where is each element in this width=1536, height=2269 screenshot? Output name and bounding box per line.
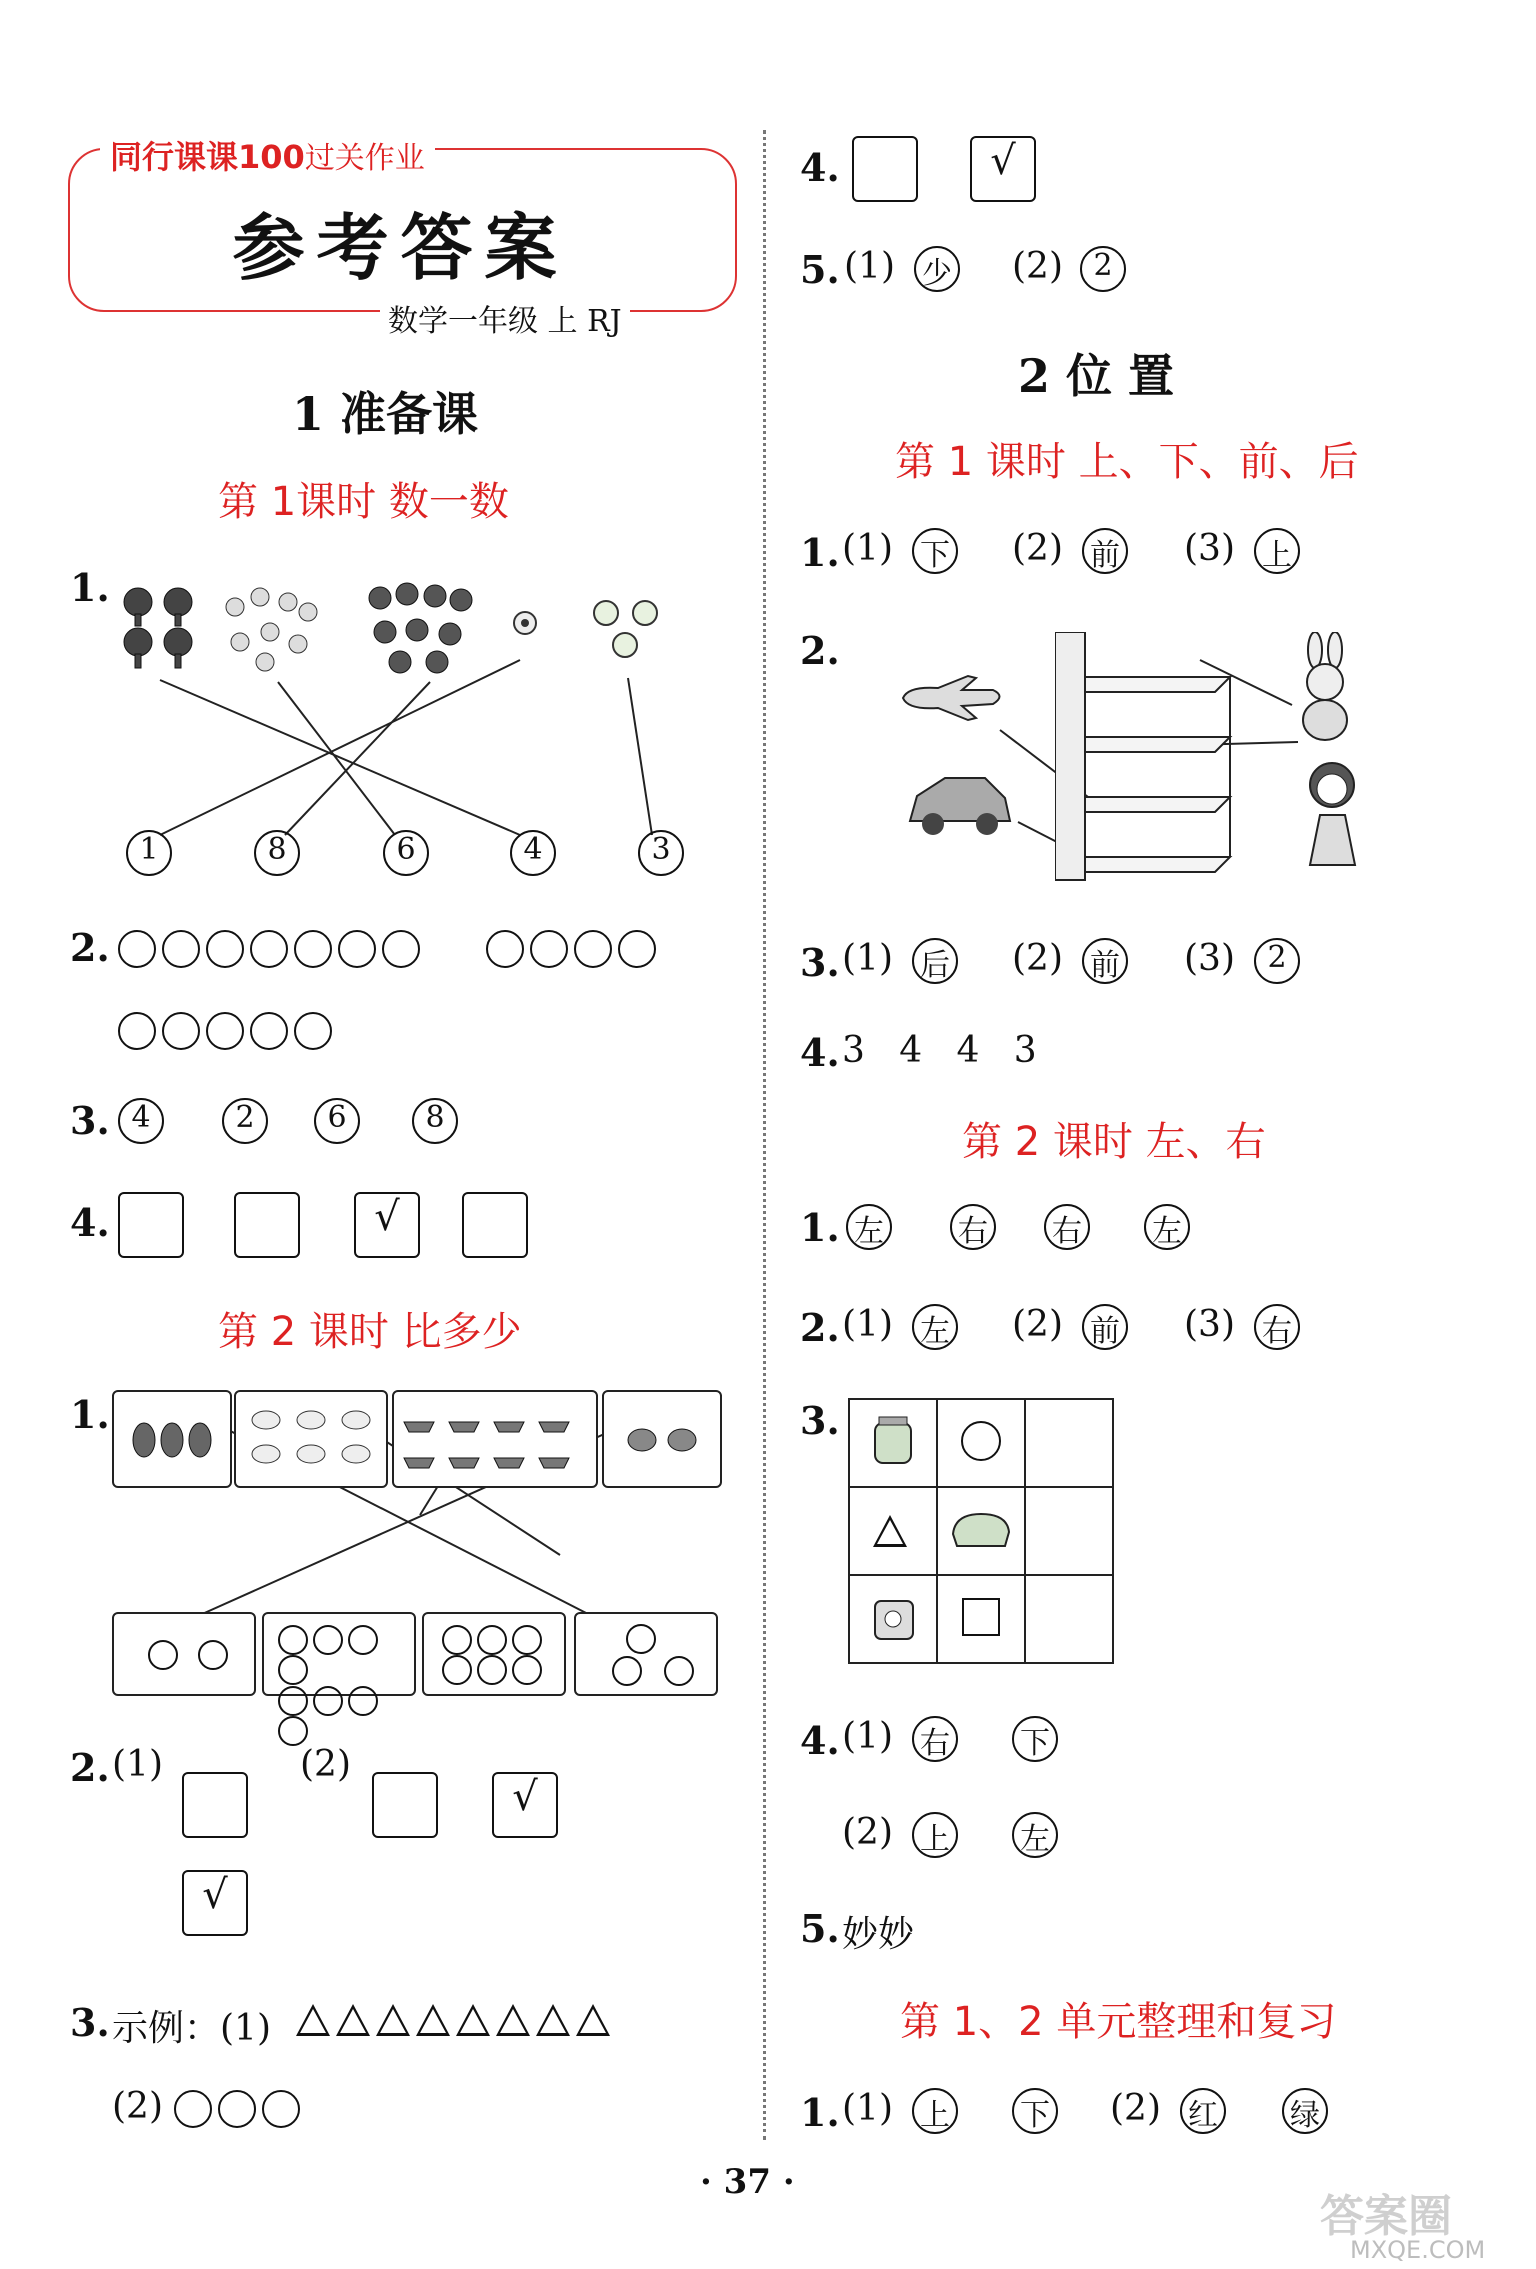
b-q4-part1-label: (1) (842, 1716, 893, 1757)
answer-box (852, 136, 918, 202)
answer-circle: 2 (1080, 246, 1126, 292)
l2-q2-part2-label: (2) (300, 1744, 351, 1785)
answer-circle: 3 (638, 830, 684, 876)
answer-circle: 红 (1180, 2088, 1226, 2134)
b-q5-number: 5. (800, 1906, 840, 1951)
unit2-title: 2 位 置 (1018, 349, 1175, 403)
l1-q2-number: 2. (70, 925, 110, 970)
answer-circle: 右 (1044, 1204, 1090, 1250)
brand-name: 同行课课100 (110, 138, 305, 176)
answer-box (372, 1772, 438, 1838)
bees-box (234, 1390, 388, 1488)
b-q5-answer: 妙妙 (842, 1914, 915, 1955)
b-q1-number: 1. (800, 1205, 840, 1250)
grid-cell (1025, 1575, 1113, 1663)
grid-cell (1025, 1399, 1113, 1487)
lesson1-title: 第 1课时 数一数 (218, 479, 509, 525)
answer-circle: 4 (510, 830, 556, 876)
unit1-title: 1 准备课 (292, 387, 479, 441)
answer-circle: 左 (1012, 1812, 1058, 1858)
a-q1-part2-label: (2) (1012, 528, 1063, 569)
jar-icon (863, 1411, 923, 1471)
c-q1-number: 1. (800, 2090, 840, 2135)
dots-box-3 (422, 1612, 566, 1696)
answer-circle: 后 (912, 938, 958, 984)
l1-q2-rings-a (118, 930, 426, 968)
r-lesson1-title: 第 1 课时 上、下、前、后 (895, 439, 1359, 485)
answer-box: √ (354, 1192, 420, 1258)
answer-circle: 8 (412, 1098, 458, 1144)
answer-circle: 下 (1012, 2088, 1058, 2134)
b-q4-part2-label: (2) (842, 1812, 893, 1853)
b-q3-number: 3. (800, 1398, 840, 1443)
answer-circle: 上 (912, 2088, 958, 2134)
l2-q3-number: 3. (70, 2000, 110, 2045)
a-q3-part2-label: (2) (1012, 938, 1063, 979)
answer-circle: 左 (846, 1204, 892, 1250)
dots-box-1 (112, 1612, 256, 1696)
a-q1-number: 1. (800, 530, 840, 575)
c-q1-part2-label: (2) (1110, 2088, 1161, 2129)
circle-shape (961, 1421, 1001, 1461)
answer-circle: 前 (1082, 938, 1128, 984)
answer-circle: 少 (914, 246, 960, 292)
answer-box: √ (492, 1772, 558, 1838)
a-q1-part1-label: (1) (842, 528, 893, 569)
answer-box: √ (182, 1870, 248, 1936)
b-q2-part1-label: (1) (842, 1304, 893, 1345)
answer-circle: 左 (1144, 1204, 1190, 1250)
a-q3-part3-label: (3) (1184, 938, 1235, 979)
grid-cell (1025, 1487, 1113, 1575)
dots-box-2 (262, 1612, 416, 1696)
triangle-shape (873, 1515, 907, 1547)
pencil-sharpener-icon (863, 1587, 923, 1647)
leaves-box (112, 1390, 232, 1488)
answer-circle: 前 (1082, 1304, 1128, 1350)
square-shape (962, 1598, 1000, 1636)
l1-q3-number: 3. (70, 1098, 110, 1143)
answer-box (182, 1772, 248, 1838)
answer-circle: 上 (1254, 528, 1300, 574)
page-number: · 37 · (700, 2162, 795, 2202)
answer-box (462, 1192, 528, 1258)
dots-box-4 (574, 1612, 718, 1696)
b-q2-part2-label: (2) (1012, 1304, 1063, 1345)
r-lesson2-title: 第 2 课时 左、右 (962, 1119, 1266, 1165)
answer-box (118, 1192, 184, 1258)
rabbit-toy-icon (1285, 632, 1365, 751)
r-q5-part2-label: (2) (1012, 246, 1063, 287)
answer-circle: 上 (912, 1812, 958, 1858)
answer-circle: 前 (1082, 528, 1128, 574)
answer-circle: 左 (912, 1304, 958, 1350)
l1-q2-rings-c (118, 1012, 338, 1050)
answer-circle: 1 (126, 830, 172, 876)
b-q4-number: 4. (800, 1718, 840, 1763)
answer-circle: 2 (222, 1098, 268, 1144)
l2-q3-triangles (296, 2004, 616, 2036)
butterflies-box (602, 1390, 722, 1488)
l1-q4-number: 4. (70, 1200, 110, 1245)
brand-tail: 过关作业 (304, 141, 425, 176)
a-q1-part3-label: (3) (1184, 528, 1235, 569)
l1-q1-number: 1. (70, 565, 110, 610)
shelf-picture (1055, 632, 1235, 886)
answer-circle: 下 (1012, 1716, 1058, 1762)
answer-circle: 6 (314, 1098, 360, 1144)
answer-circle: 右 (912, 1716, 958, 1762)
b-q2-part3-label: (3) (1184, 1304, 1235, 1345)
grid-cell (937, 1399, 1025, 1487)
c-q1-part1-label: (1) (842, 2088, 893, 2129)
r-q5-part1-label: (1) (844, 246, 895, 287)
answer-circle: 右 (950, 1204, 996, 1250)
l2-q3-part2-label: (2) (112, 2086, 163, 2127)
toy-car-icon (905, 766, 1015, 850)
l2-q1-number: 1. (70, 1392, 110, 1437)
watermark-logo: 答案圈 (1320, 2191, 1452, 2242)
answer-circle: 下 (912, 528, 958, 574)
a-q4-answer: 3 4 4 3 (842, 1030, 1037, 1071)
answer-circle: 4 (118, 1098, 164, 1144)
grid-cell (937, 1487, 1025, 1575)
grid-cell (849, 1399, 937, 1487)
answer-circle: 2 (1254, 938, 1300, 984)
grid-cell (849, 1487, 937, 1575)
page-title: 参考答案 (232, 205, 569, 290)
answer-box: √ (970, 136, 1036, 202)
l1-q2-rings-b (486, 930, 662, 968)
a-q3-number: 3. (800, 940, 840, 985)
grid-cell (937, 1575, 1025, 1663)
answer-circle: 8 (254, 830, 300, 876)
r-q4-number: 4. (800, 145, 840, 190)
l2-q3-example-label: 示例：(1) (112, 2008, 271, 2049)
bread-icon (949, 1504, 1013, 1554)
review-title: 第 1、2 单元整理和复习 (900, 1999, 1337, 2045)
watermark-url: MXQE.COM (1350, 2236, 1486, 2264)
airplane-icon (898, 668, 1008, 732)
page-subtitle: 数学一年级 上 RJ (380, 296, 630, 340)
position-grid (848, 1398, 1114, 1664)
answer-circle: 6 (383, 830, 429, 876)
l2-q2-part1-label: (1) (112, 1744, 163, 1785)
boats-box (392, 1390, 598, 1488)
answer-box (234, 1192, 300, 1258)
lesson2-title: 第 2 课时 比多少 (218, 1309, 522, 1355)
b-q2-number: 2. (800, 1305, 840, 1350)
doll-icon (1295, 755, 1370, 874)
answer-circle: 绿 (1282, 2088, 1328, 2134)
a-q3-part1-label: (1) (842, 938, 893, 979)
grid-cell (849, 1575, 937, 1663)
a-q2-number: 2. (800, 628, 840, 673)
r-q5-number: 5. (800, 247, 840, 292)
l2-q3-rings (174, 2090, 306, 2128)
answer-circle: 右 (1254, 1304, 1300, 1350)
a-q4-number: 4. (800, 1030, 840, 1075)
l2-q2-number: 2. (70, 1745, 110, 1790)
